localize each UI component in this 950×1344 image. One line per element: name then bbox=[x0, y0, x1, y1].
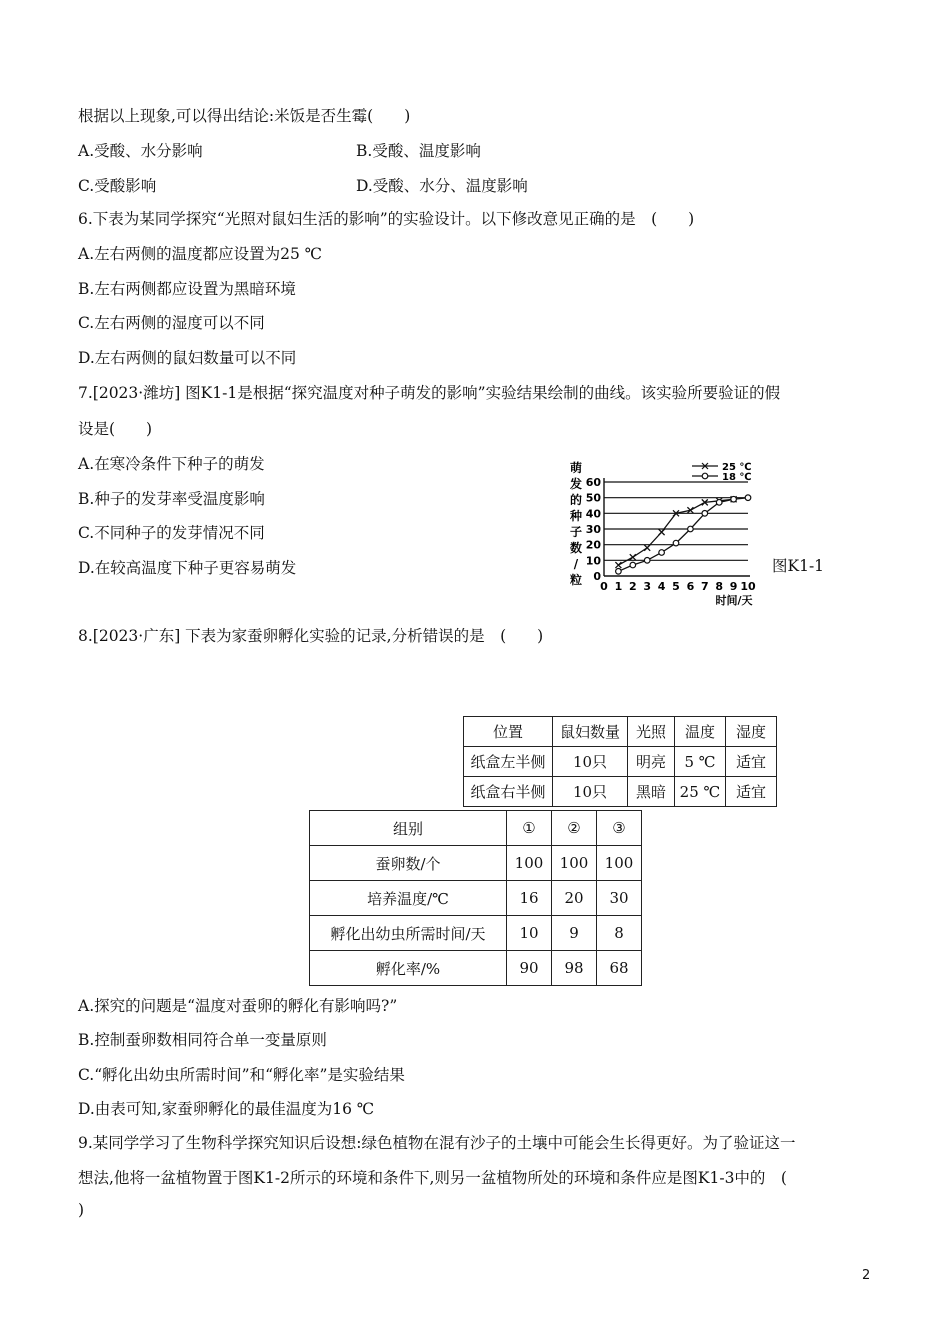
table-cell: 20 bbox=[552, 881, 597, 916]
table-cell: 孵化率/% bbox=[310, 951, 507, 986]
table-header-row bbox=[464, 717, 777, 747]
table-header-cell: ③ bbox=[597, 811, 642, 846]
x-tick-label: 7 bbox=[700, 580, 709, 593]
woodlouse-table bbox=[463, 716, 777, 807]
legend-label: 25 ℃ bbox=[722, 462, 752, 473]
q7-stem-line1: 7.[2023·潍坊] 图K1-1是根据“探究温度对种子萌发的影响”实验结果绘制的曲线。该实验所要验证的假 bbox=[78, 384, 781, 402]
x-tick-label: 0 bbox=[600, 580, 608, 593]
table-cell: 黑暗 bbox=[628, 777, 675, 807]
table-header-cell: 位置 bbox=[464, 717, 553, 747]
data-point-x bbox=[630, 554, 636, 560]
table-header-row bbox=[310, 811, 642, 846]
data-point-o bbox=[716, 500, 722, 506]
table-cell: 16 bbox=[507, 881, 552, 916]
q6-option-c: C.左右两侧的湿度可以不同 bbox=[78, 314, 265, 332]
q5-option-c: C.受酸影响 bbox=[78, 177, 157, 195]
page-number: 2 bbox=[862, 1268, 871, 1283]
table-header-cell: 鼠妇数量 bbox=[553, 717, 628, 747]
q9-line1: 9.某同学学习了生物科学探究知识后设想:绿色植物在混有沙子的土壤中可能会生长得更好。为了验证这一 bbox=[78, 1134, 796, 1152]
table-header-cell: 组别 bbox=[310, 811, 507, 846]
table-cell: 9 bbox=[552, 916, 597, 951]
q5-option-b: B.受酸、温度影响 bbox=[356, 142, 481, 160]
y-tick-label: 20 bbox=[585, 538, 601, 552]
table-cell: 10只 bbox=[553, 777, 628, 807]
table-cell: 纸盒左半侧 bbox=[464, 747, 553, 777]
data-point-o bbox=[688, 526, 694, 532]
y-tick-label: 50 bbox=[585, 491, 601, 505]
y-axis-label-char: 粒 bbox=[569, 573, 583, 587]
data-point-o bbox=[644, 558, 650, 564]
table-header-cell: ① bbox=[507, 811, 552, 846]
y-axis-label-char: 萌 bbox=[569, 461, 583, 475]
q8-option-d: D.由表可知,家蚕卵孵化的最佳温度为16 ℃ bbox=[78, 1100, 375, 1118]
table-cell: 8 bbox=[597, 916, 642, 951]
legend-label: 18 ℃ bbox=[722, 472, 752, 483]
q7-option-b: B.种子的发芽率受温度影响 bbox=[78, 490, 265, 508]
table-cell: 100 bbox=[597, 846, 642, 881]
table-header-cell: 温度 bbox=[675, 717, 726, 747]
table-row bbox=[310, 846, 642, 881]
table-cell: 10 bbox=[507, 916, 552, 951]
y-axis-label-char: 子 bbox=[569, 525, 583, 539]
data-point-o bbox=[745, 495, 751, 501]
table-cell: 孵化出幼虫所需时间/天 bbox=[310, 916, 507, 951]
q8-option-a: A.探究的问题是“温度对蚕卵的孵化有影响吗?” bbox=[78, 997, 398, 1015]
x-tick-label: 6 bbox=[686, 580, 695, 593]
q6-option-a: A.左右两侧的温度都应设置为25 ℃ bbox=[78, 245, 323, 263]
table-cell: 明亮 bbox=[628, 747, 675, 777]
germination-chart bbox=[566, 458, 766, 608]
y-tick-label: 10 bbox=[585, 554, 601, 568]
table-header-cell: 光照 bbox=[628, 717, 675, 747]
y-axis-label-char: 种 bbox=[569, 509, 583, 523]
q7-option-c: C.不同种子的发芽情况不同 bbox=[78, 524, 265, 542]
data-point-o bbox=[673, 540, 679, 546]
table-header-cell: 湿度 bbox=[726, 717, 777, 747]
q9-line3: ) bbox=[78, 1201, 85, 1219]
table-cell: 25 ℃ bbox=[675, 777, 726, 807]
q5-option-d: D.受酸、水分、温度影响 bbox=[356, 177, 528, 195]
table-cell: 90 bbox=[507, 951, 552, 986]
x-tick-label: 5 bbox=[672, 580, 680, 593]
y-tick-label: 0 bbox=[593, 570, 601, 583]
y-tick-label: 40 bbox=[585, 507, 601, 521]
q7-stem-line2: 设是( ) bbox=[78, 420, 153, 438]
x-tick-label: 3 bbox=[643, 580, 652, 593]
table-cell: 纸盒右半侧 bbox=[464, 777, 553, 807]
table-cell: 适宜 bbox=[726, 747, 777, 777]
data-point-x bbox=[644, 545, 650, 551]
table-cell: 98 bbox=[552, 951, 597, 986]
y-axis-label-char: 的 bbox=[569, 493, 583, 507]
table-cell: 100 bbox=[507, 846, 552, 881]
table-row bbox=[310, 881, 642, 916]
q8-option-c: C.“孵化出幼虫所需时间”和“孵化率”是实验结果 bbox=[78, 1066, 405, 1084]
y-axis-label-char: 发 bbox=[569, 477, 583, 491]
y-tick-label: 60 bbox=[585, 476, 601, 489]
table-row bbox=[310, 951, 642, 986]
table-row bbox=[464, 777, 777, 807]
table-header-cell: ② bbox=[552, 811, 597, 846]
silkworm-table bbox=[309, 810, 642, 986]
table-cell: 蚕卵数/个 bbox=[310, 846, 507, 881]
data-point-x bbox=[659, 529, 665, 535]
data-point-o bbox=[702, 511, 708, 517]
y-axis-label-char: 数 bbox=[569, 541, 583, 555]
table-cell: 5 ℃ bbox=[675, 747, 726, 777]
table-cell: 30 bbox=[597, 881, 642, 916]
table-cell: 100 bbox=[552, 846, 597, 881]
y-tick-label: 30 bbox=[585, 523, 601, 536]
data-point-o bbox=[630, 562, 636, 568]
table-row bbox=[464, 747, 777, 777]
x-tick-label: 4 bbox=[657, 580, 666, 593]
table-row bbox=[310, 916, 642, 951]
table-cell: 68 bbox=[597, 951, 642, 986]
q6-stem: 6.下表为某同学探究“光照对鼠妇生活的影响”的实验设计。以下修改意见正确的是 ( ) bbox=[78, 210, 695, 228]
y-axis-label-char: / bbox=[573, 557, 579, 571]
x-tick-label: 10 bbox=[740, 580, 756, 593]
q9-line2: 想法,他将一盆植物置于图K1-2所示的环境和条件下,则另一盆植物所处的环境和条件应是图K1-3中的 ( bbox=[78, 1169, 787, 1187]
x-tick-label: 1 bbox=[614, 580, 623, 593]
q6-option-b: B.左右两侧都应设置为黑暗环境 bbox=[78, 280, 296, 298]
q8-stem: 8.[2023·广东] 下表为家蚕卵孵化实验的记录,分析错误的是 ( ) bbox=[78, 627, 544, 645]
q5-stem: 根据以上现象,可以得出结论:米饭是否生霉( ) bbox=[78, 107, 411, 125]
data-point-o bbox=[659, 550, 665, 556]
x-tick-label: 9 bbox=[729, 580, 738, 593]
table-cell: 培养温度/℃ bbox=[310, 881, 507, 916]
data-point-o bbox=[616, 569, 622, 575]
q7-option-a: A.在寒冷条件下种子的萌发 bbox=[78, 455, 265, 473]
data-point-x bbox=[615, 562, 621, 568]
x-axis-label: 时间/天 bbox=[715, 594, 753, 607]
legend-marker-o bbox=[702, 473, 708, 479]
q8-option-b: B.控制蚕卵数相同符合单一变量原则 bbox=[78, 1031, 327, 1049]
table-cell: 适宜 bbox=[726, 777, 777, 807]
q7-option-d: D.在较高温度下种子更容易萌发 bbox=[78, 559, 297, 577]
table-cell: 10只 bbox=[553, 747, 628, 777]
x-tick-label: 8 bbox=[715, 580, 724, 593]
figure-label-k1-1: 图K1-1 bbox=[772, 557, 825, 575]
q6-option-d: D.左右两侧的鼠妇数量可以不同 bbox=[78, 349, 297, 367]
data-point-o bbox=[731, 496, 737, 502]
x-tick-label: 2 bbox=[628, 580, 637, 593]
q5-option-a: A.受酸、水分影响 bbox=[78, 142, 203, 160]
